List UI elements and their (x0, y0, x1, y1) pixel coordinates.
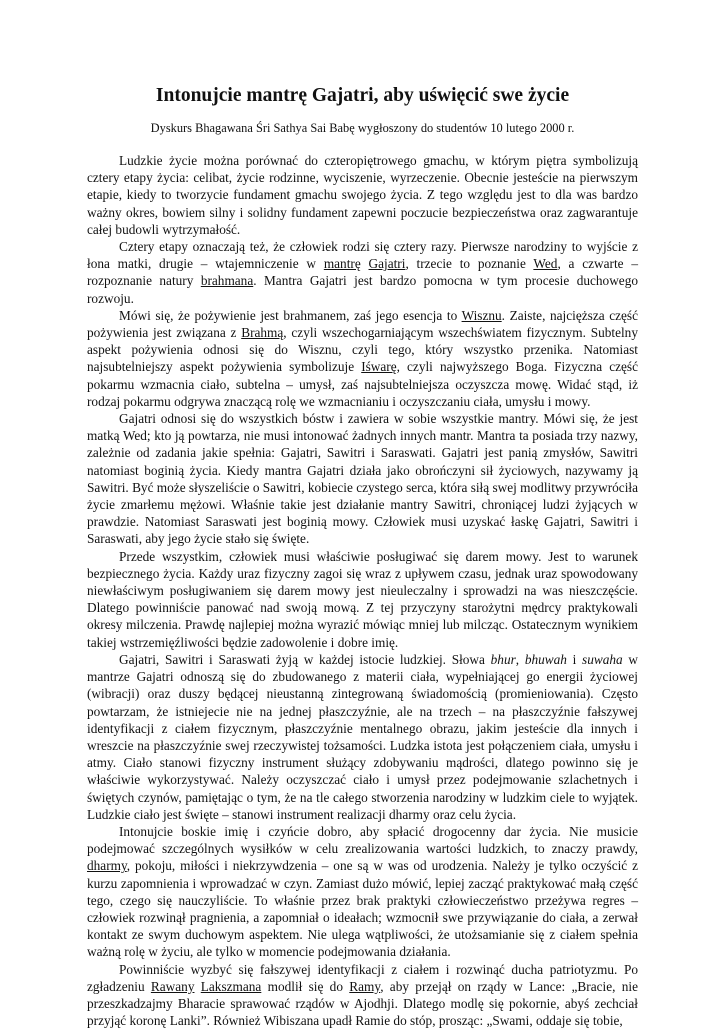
text-run: Gajatri, Sawitri i Saraswati żyją w każdej istocie ludzkiej. Słowa (119, 651, 491, 667)
underlined-term: mantrę (323, 256, 361, 272)
text-run: Mówi się, że pożywienie jest brahmanem, zaś jego esencja to (119, 307, 462, 323)
underlined-term: Gajatri (368, 256, 406, 272)
underlined-term: Wed (533, 256, 558, 272)
text-run: modlił się do (261, 978, 350, 994)
document-title: Intonujcie mantrę Gajatri, aby uświęcić swe życie (155, 85, 570, 106)
document-body (87, 152, 638, 1029)
text-run: , pokoju, miłości i niekrzywdzenia – one są w was od urodzenia. Należy je tylko oczyścić z kurzu zapomnienia i wprowadzać w czyn. Zamiast dużo mówić, lepiej zacząć praktykować małą część tego, czego się nauczyliście. To właśnie przez brak praktyki człowieczeństwo przeżywa regres – człowiek rozwinął pragnienia, a zapomniał o ideałach; wzmocnił swe przywiązanie do ciała, a zerwał kontakt ze swym duchowym aspektem. Nie ulega wątpliwości, że utożsamianie się z ciałem spełnia ważną rolę w życiu, ale tylko w momencie podejmowania działania. (87, 858, 638, 960)
text-run: Powinniście wyzbyć się fałszywej identyfikacji z ciałem i rozwinąć ducha patriotyzmu. Po zgładzeniu (87, 961, 638, 994)
underlined-term: brahmana (200, 273, 254, 289)
italic-term: bhuwah (524, 651, 567, 667)
text-run: . Zaiste, najcięższa część pożywienia jest związana z (87, 307, 639, 341)
underlined-term: Ramy (349, 978, 381, 994)
italic-term: suwaha (582, 651, 623, 667)
underlined-term: Rawany (150, 978, 195, 994)
text-run: w mantrze Gajatri odnoszą się do zbudowanego z materii ciała, wypełniającej go energii życiowej (wibracji) oraz duszy będącej nieustanną zintegrowaną świadomością (promieniowania). Często powtarzam, że istniejecie nie na jednej płaszczyźnie, ale na trzech – na płaszczyźnie fałszywej identyfikacji z ciałem fizycznym, płaszczyźnie mentalnego obrazu, jakim jesteście dla innych i wreszcie na płaszczyźnie swej rzeczywistej tożsamości. Ludzka istota jest połączeniem ciała, umysłu i atmy. Ciało stanowi fizyczny instrument służący zdobywaniu mądrości, dlatego powinno się je właściwie wykorzystywać. Należy oczyszczać ciało i umysł przez podejmowanie szlachetnych i świętych czynów, pamiętając o tym, że na tle całego stworzenia narodziny w ludzkim ciele to wyjątek. Ludzkie ciało jest święte – stanowi instrument realizacji dharmy oraz celu życia. (87, 651, 638, 822)
body-paragraph (87, 548, 638, 651)
body-paragraph (87, 238, 638, 307)
body-paragraph (87, 961, 638, 1029)
body-paragraph (87, 823, 638, 961)
text-run: Przede wszystkim, człowiek musi właściwie posługiwać się darem mowy. Jest to warunek bezpiecznego życia. Każdy uraz fizyczny zagoi się wraz z upływem czasu, jednak uraz spowodowany niewłaściwym posługiwaniem się darem mowy jest nieuleczalny i sprowadzi na was nieszczęście. Dlatego powinniście panować nad swoją mową. Z tej przyczyny starożytni mędrcy praktykowali okresy milczenia. Prawdę najlepiej można wyrazić mówiąc mniej lub milcząc. Ostatecznym wynikiem takiej wstrzemięźliwości będzie zadowolenie i dobre imię. (87, 548, 638, 650)
body-paragraph (87, 410, 638, 548)
underlined-term: Iśwarę (361, 359, 397, 375)
text-run: Ludzkie życie można porównać do czteropiętrowego gmachu, w którym piętra symbolizują cztery etapy życia: celibat, życie rodzinne, wyciszenie, wyrzeczenie. Obecnie jesteście na pierwszym etapie, kiedy to tworzycie fundament gmachu swojego życia. Z tego względu jest to dla was bardzo ważny okres, bowiem silny i solidny fundament zapewni poczucie bezpieczeństwa oraz zagwarantuje całej budowli wytrzymałość. (87, 153, 638, 237)
text-run: , czyli najwyższego Boga. Fizyczna część pokarmu wzmacnia ciało, subtelna – umysł, zaś najsubtelniejsza oczyszcza mowę. Widać stąd, iż rodzaj pokarmu odgrywa znaczącą rolę we wzmacnianiu i oczyszczaniu ciała, umysłu i mowy. (87, 359, 638, 409)
italic-term: bhur (490, 651, 516, 667)
text-run (361, 256, 369, 271)
body-paragraph (87, 152, 638, 238)
text-run: i (566, 651, 583, 667)
text-run: . Mantra Gajatri jest bardzo pomocna w tym procesie duchowego rozwoju. (87, 273, 639, 306)
underlined-term: dharmy (87, 858, 127, 874)
underlined-term: Lakszmana (200, 978, 262, 994)
text-run: , aby przejął on rządy w Lance: „Bracie, nie przeszkadzajmy Bharacie sprawować rządów w Ajodhji. Dlatego modlę się pokornie, abyś zechciał przyjąć koronę Lanki”. Również Wibiszana upadł Ramie do stóp, prosząc: „Swami, oddaje się tobie, (87, 978, 638, 1029)
text-run: , a czwarte – rozpoznanie natury (87, 256, 638, 289)
text-run: Intonujcie boskie imię i czyńcie dobro, aby spłacić drogocenny dar życia. Nie musicie podejmować szczególnych wysiłków w celu zrealizowania wartości ludzkich, to znaczy prawdy, (87, 823, 638, 857)
body-paragraph (87, 307, 638, 410)
text-run: , czyli wszechogarniającym wszechświatem fizycznym. Subtelny aspekt pożywienia odnosi się do Wisznu, czyli tego, który wszystko przenika. Natomiast najsubtelniejszy aspekt pożywienia symbolizuje (87, 325, 638, 375)
underlined-term: Brahmą (241, 325, 284, 341)
text-run: Cztery etapy oznaczają też, że człowiek rodzi się cztery razy. Pierwsze narodziny to wyjście z łona matki, drugie – wtajemniczenie w (87, 239, 638, 272)
text-run: , (515, 651, 525, 667)
body-paragraph (87, 651, 638, 823)
underlined-term: Wisznu (461, 307, 502, 323)
document-subtitle: Dyskurs Bhagawana Śri Sathya Sai Babę wygłoszony do studentów 10 lutego 2000 r. (150, 121, 575, 135)
text-run: Gajatri odnosi się do wszystkich bóstw i zawiera w sobie wszystkie mantry. Mówi się, że jest matką Wed; kto ją powtarza, nie musi intonować żadnych innych mantr. Mantra ta posiada trzy nazwy, zależnie od zadania jakie spełnia: Gajatri, Sawitri i Saraswati. Gajatri jest panią zmysłów, Sawitri natomiast boginią życia. Kiedy mantra Gajatri działa jako obrończyni sił życiowych, nazywamy ją Sawitri. Być może słyszeliście o Sawitri, kobiecie czystego serca, która siłą swej modlitwy przywróciła życie zmarłemu mężowi. Właśnie takie jest działanie mantry Sawitri, chroniącej ludzi żyjących w prawdzie. Natomiast Saraswati jest boginią mowy. Człowiek musi uzyskać łaskę Gajatri, Sawitri i Saraswati, aby jego życie stało się święte. (87, 411, 638, 547)
text-run: , trzecie to poznanie (405, 256, 534, 272)
